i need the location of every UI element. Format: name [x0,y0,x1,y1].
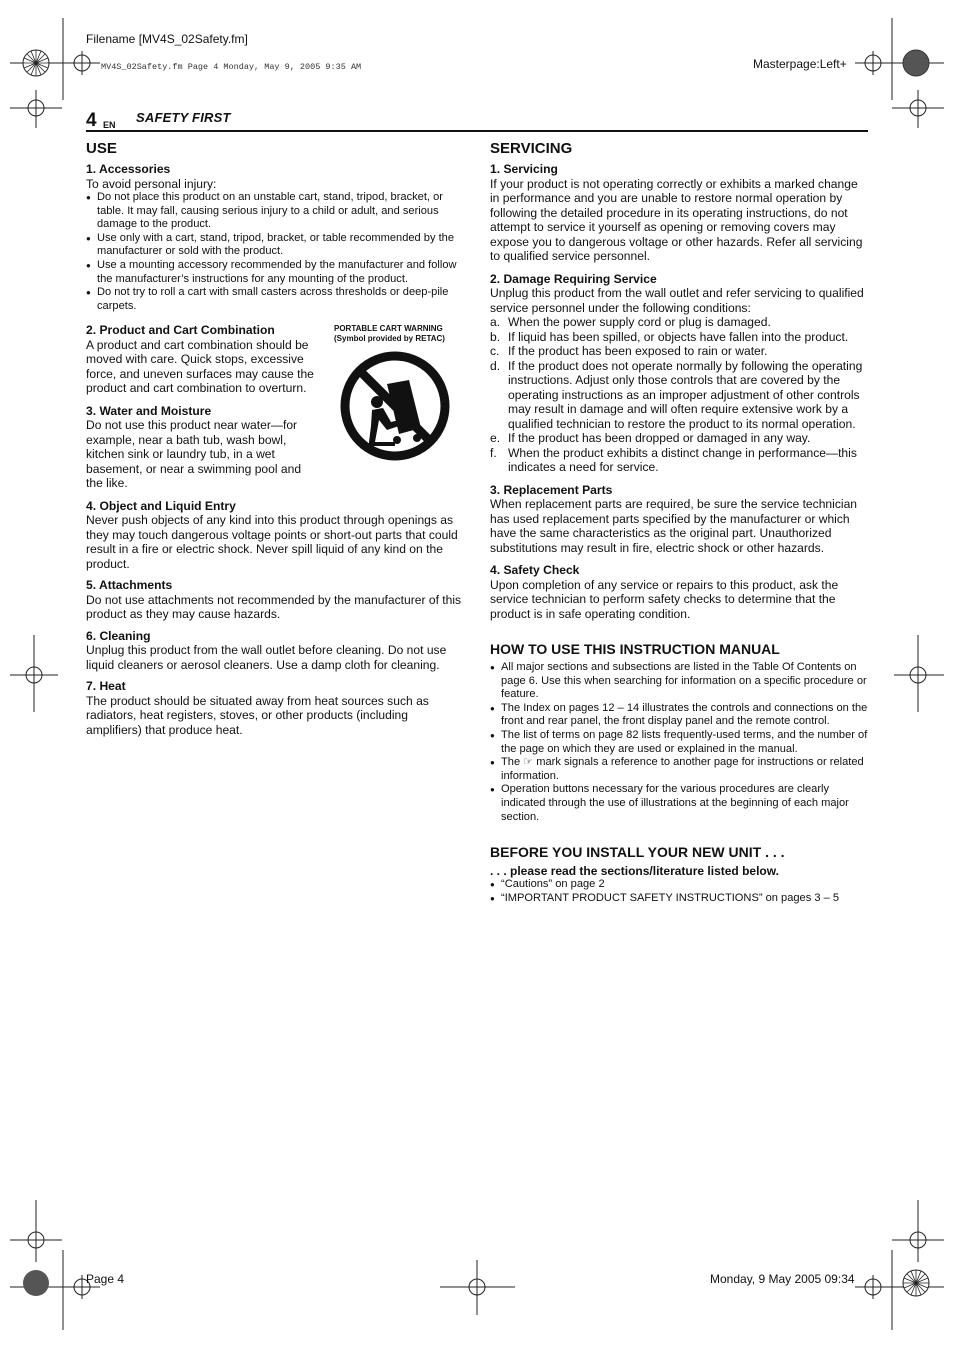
damage-section [490,272,870,475]
list-item: a. When the power supply cord or plug is damaged. [490,315,771,329]
heat-title: 7. Heat [86,679,126,694]
list-item: d. If the product does not operate normally by following the operating instructions. Adjust only those controls that are covered by the operating instructions as an improper adjustment of other controls may result in damage and will often require extensive work by a qualified technician to restore the product to its normal operation. [490,358,863,431]
damage-list [490,315,870,475]
cleaning-title: 6. Cleaning [86,628,151,643]
how-to-heading: HOW TO USE THIS INSTRUCTION MANUAL [490,641,780,657]
header-print-line: MV4S_02Safety.fm Page 4 Monday, May 9, 2005 9:35 AM [101,62,362,72]
list-item: c. If the product has been exposed to rain or water. [490,344,768,358]
servicing-heading: SERVICING [490,140,573,157]
footer-page: Page 4 [86,1272,125,1286]
section-title: SAFETY FIRST [136,110,231,125]
servicing-text: If your product is not operating correctly or exhibits a marked change in performance and you are unable to restore normal operation by following the detailed procedure in its operating instructions, do not attempt to service it yourself as opening or removing covers may expose you to dangerous voltage or other hazards. Refer all servicing to qualified service personnel. [490,176,863,263]
product-cart-title: 2. Product and Cart Combination [86,323,275,338]
damage-intro: Unplug this product from the wall outlet and refer servicing to qualified service personnel under the following conditions: [490,286,864,315]
damage-title: 2. Damage Requiring Service [490,271,657,286]
attachments-section [86,578,464,622]
list-item: ● Do not try to roll a cart with small casters across thresholds or deep-pile carpets. [86,286,464,313]
heat-section [86,679,464,737]
cleaning-text: Unplug this product from the wall outlet before cleaning. Do not use liquid cleaners or aerosol cleaners. Use a damp cloth for cleaning. [86,643,447,672]
water-text: Do not use this product near water—for example, near a bath tub, wash bowl, kitchen sink or laundry tub, in a wet basement, or near a swimming pool and the like. [86,418,302,491]
list-item: f. When the product exhibits a distinct change in performance—this indicates a need for service. [490,445,857,474]
list-item: e. If the product has been dropped or damaged in any way. [490,431,811,445]
cart-tip-warning-icon [339,350,451,462]
list-item: ● The Index on pages 12 – 14 illustrates the controls and connections on the front and rear panel, the front display panel and the remote control. [490,702,870,729]
replacement-section [490,483,870,556]
header-masterpage: Masterpage:Left+ [753,57,847,71]
water-title: 3. Water and Moisture [86,403,212,418]
list-item: ● All major sections and subsections are listed in the Table Of Contents on page 6. Use this when searching for information on a specific procedure or feature. [490,661,870,702]
object-liquid-section [86,499,464,572]
list-item: ● “IMPORTANT PRODUCT SAFETY INSTRUCTIONS” on pages 3 – 5 [490,892,870,906]
use-heading: USE [86,140,117,157]
header-filename: Filename [MV4S_02Safety.fm] [86,32,248,46]
page-language: EN [103,120,116,130]
page-number: 4 [86,110,97,131]
star-target-icon [23,50,49,76]
cart-warning-caption: PORTABLE CART WARNING [334,324,443,334]
cleaning-section [86,629,464,673]
attachments-text: Do not use attachments not recommended by the manufacturer of this product as they may cause hazards. [86,592,462,622]
page-heading [86,110,868,132]
accessories-section [86,162,464,313]
list-item: ● The list of terms on page 82 lists frequently-used terms, and the number of the page on which they are used or explained in the manual. [490,729,870,756]
before-install-subheading: . . . please read the sections/literature listed below. [490,864,779,879]
safety-check-title: 4. Safety Check [490,563,580,577]
how-to-section [490,641,870,824]
list-item: ● Use a mounting accessory recommended by the manufacturer and follow the manufacturer’s instructions for any mounting of the product. [86,259,464,286]
product-cart-section [86,323,464,396]
accessories-title: 1. Accessories [86,162,171,176]
list-item: ● Do not place this product on an unstable cart, stand, tripod, bracket, or table. It may fall, causing serious injury to a child or adult, and serious damage to the product. [86,191,464,232]
servicing-section [490,162,870,264]
cart-warning-source: (Symbol provided by RETAC) [334,334,445,344]
before-install-heading: BEFORE YOU INSTALL YOUR NEW UNIT . . . [490,844,785,861]
servicing-title: 1. Servicing [490,162,558,176]
list-item: ● Use only with a cart, stand, tripod, bracket, or table recommended by the manufacturer or sold with the product. [86,232,464,259]
attachments-title: 5. Attachments [86,578,173,593]
replacement-text: When replacement parts are required, be sure the service technician has used replacement parts specified by the manufacturer or which have the same characteristics as the original part. Unauthorized substitutions may result in fire, electric shock or other hazards. [490,497,858,555]
list-item: b. If liquid has been spilled, or objects have fallen into the product. [490,329,849,344]
before-install-section [490,844,870,905]
object-liquid-text: Never push objects of any kind into this product through openings as they may touch dangerous voltage points or short-out parts that could result in a fire or electric shock. Never spill liquid of any kind on the product. [86,513,458,571]
object-liquid-title: 4. Object and Liquid Entry [86,498,236,513]
right-column [490,140,870,911]
safety-check-section [490,563,870,621]
cart-warning-figure [334,324,464,462]
list-item: ● The ☞ mark signals a reference to another page for instructions or related information. [490,756,870,783]
left-column [86,140,464,743]
how-to-list [490,661,870,824]
replacement-title: 3. Replacement Parts [490,482,613,497]
list-item: ● Operation buttons necessary for the various procedures are clearly indicated through the use of illustrations at the beginning of each major section. [490,783,870,824]
product-cart-text: A product and cart combination should be moved with care. Quick stops, excessive force, and uneven surfaces may cause the product and cart combination to overturn. [86,337,314,396]
accessories-intro: To avoid personal injury: [86,176,217,191]
before-install-list [490,878,870,905]
accessories-list [86,191,464,313]
footer-date: Monday, 9 May 2005 09:34 [710,1272,855,1286]
heat-text: The product should be situated away from heat sources such as radiators, heat registers, stoves, or other products (including amplifiers) that produce heat. [86,693,429,737]
safety-check-text: Upon completion of any service or repairs to this product, ask the service technician to perform safety checks to determine that the product is in safe operating condition. [490,577,839,621]
list-item: ● “Cautions” on page 2 [490,878,870,892]
